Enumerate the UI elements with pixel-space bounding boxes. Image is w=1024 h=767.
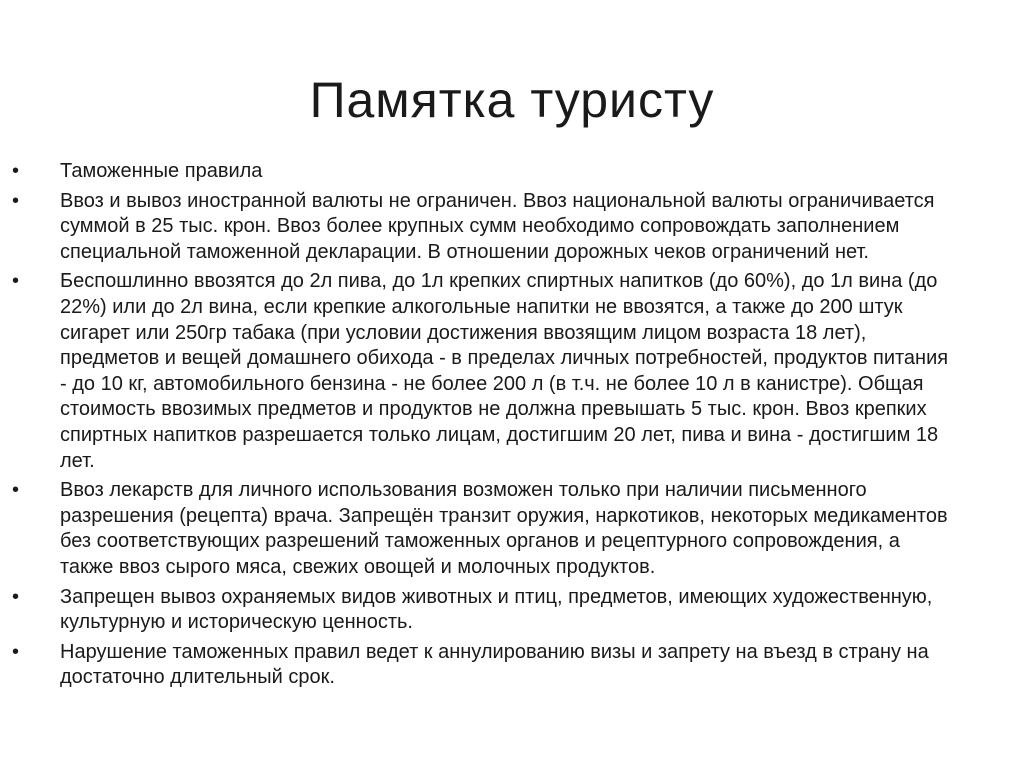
- list-item-text: Беспошлинно ввозятся до 2л пива, до 1л крепких спиртных напитков (до 60%), до 1л вина (до 22%) или до 2л вина, если крепкие алкогольные напитки не ввозятся, а также до 200 штук сигарет или 250гр табака (при условии достижения ввозящим лицом возраста 18 лет), предметов и вещей домашнего обихода - в пределах личных потребностей, продуктов питания - до 10 кг, автомобильного бензина - не более 200 л (в т.ч. не более 10 л в канистре). Общая стоимость ввозимых предметов и продуктов не должна превышать 5 тыс. крон. Ввоз крепких спиртных напитков разрешается только лицам, достигшим 20 лет, пива и вина - достигшим 18 лет.: [60, 270, 949, 472]
- list-item-text: Запрещен вывоз охраняемых видов животных и птиц, предметов, имеющих художественную, культурную и историческую ценность.: [60, 585, 933, 634]
- bullet-icon: •: [12, 479, 20, 502]
- list-item-text: Таможенные правила: [60, 160, 263, 182]
- bullet-icon: •: [12, 270, 20, 293]
- bullet-icon: •: [12, 160, 20, 182]
- bullet-icon: •: [12, 640, 20, 663]
- list-item: [0, 640, 1024, 691]
- list-item: [0, 159, 1024, 185]
- list-item-text: Ввоз лекарств для личного использования возможен только при наличии письменного разрешения (рецепта) врача. Запрещён транзит оружия, наркотиков, некоторых медикаментов без соответствующих разрешений таможенных органов и рецептурного сопровождения, а также ввоз сырого мяса, свежих овощей и молочных продуктов.: [60, 479, 948, 578]
- list-item-text: Нарушение таможенных правил ведет к аннулированию визы и запрету на въезд в страну на достаточно длительный срок.: [60, 640, 929, 689]
- bullet-icon: •: [12, 189, 20, 212]
- list-item: [0, 269, 1024, 474]
- list-item: [0, 585, 1024, 636]
- bullet-icon: •: [12, 585, 20, 608]
- bullet-list: [0, 159, 1024, 695]
- page-title: Памятка туристу: [309, 71, 715, 128]
- list-item: [0, 478, 1024, 580]
- list-item: [0, 189, 1024, 266]
- list-item-text: Ввоз и вывоз иностранной валюты не ограничен. Ввоз национальной валюты ограничивается суммой в 25 тыс. крон. Ввоз более крупных сумм необходимо сопровождать заполнением специальной таможенной декларации. В отношении дорожных чеков ограничений нет.: [60, 189, 935, 263]
